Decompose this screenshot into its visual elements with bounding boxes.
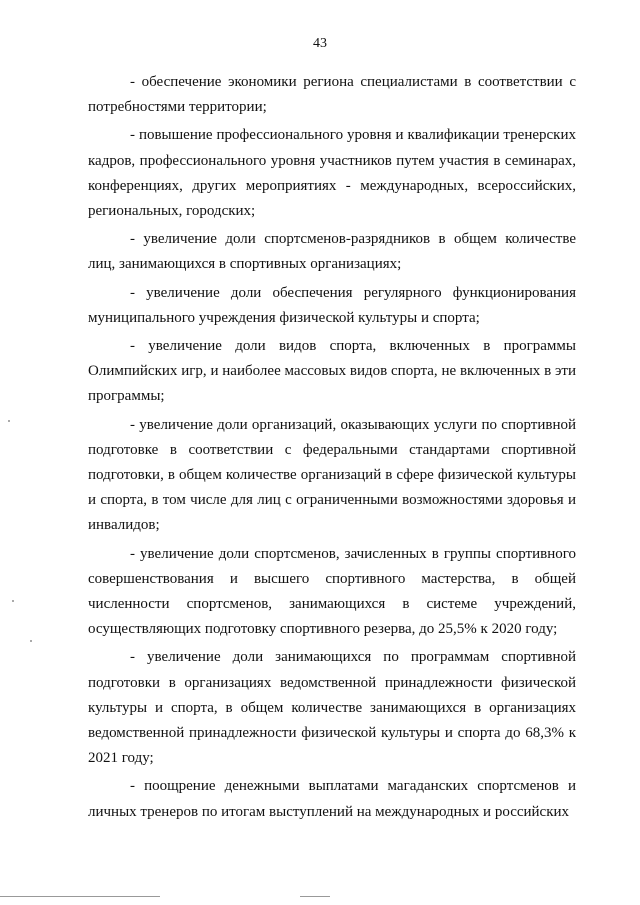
paragraph-9: - поощрение денежными выплатами магаданских спортсменов и личных тренеров по итогам выступлений на международных и российских — [88, 778, 576, 820]
paragraph-8: - увеличение доли занимающихся по программам спортивной подготовки в организациях ведомственной принадлежности физической культуры и спорта, в общем количестве занимающихся в организациях ведомственной принадлежности физической культуры и спорта до 68,3% к 2021 году; — [88, 649, 576, 767]
document-body — [88, 70, 576, 825]
paragraph-2: - повышение профессионального уровня и квалификации тренерских кадров, профессионального уровня участников путем участия в семинарах, конференциях, других мероприятиях - международных, всероссийских, региональных, городских; — [88, 127, 576, 220]
scan-artifact-line — [0, 896, 160, 897]
scan-artifact-line — [300, 896, 330, 897]
paragraph-4: - увеличение доли обеспечения регулярного функционирования муниципального учреждения физической культуры и спорта; — [88, 284, 576, 326]
paragraph-1: - обеспечение экономики региона специалистами в соответствии с потребностями территории; — [88, 74, 576, 116]
paragraph-5: - увеличение доли видов спорта, включенных в программы Олимпийских игр, и наиболее массовых видов спорта, не включенных в эти программы; — [88, 338, 576, 405]
scan-artifact-dot — [12, 600, 14, 602]
paragraph-3: - увеличение доли спортсменов-разрядников в общем количестве лиц, занимающихся в спортивных организациях; — [88, 231, 576, 273]
paragraph-7: - увеличение доли спортсменов, зачисленных в группы спортивного совершенствования и высшего спортивного мастерства, в общей численности спортсменов, занимающихся в системе учреждений, осуществляющих подготовку спортивного резерва, до 25,5% к 2020 году; — [88, 545, 576, 638]
scan-artifact-dot — [8, 420, 10, 422]
scan-artifact-dot — [30, 640, 32, 642]
page-number: 43 — [313, 36, 327, 51]
paragraph-6: - увеличение доли организаций, оказывающих услуги по спортивной подготовке в соответствии с федеральными стандартами спортивной подготовки, в общем количестве организаций в сфере физической культуры и спорта, в том числе для лиц с ограниченными возможностями здоровья и инвалидов; — [88, 416, 576, 534]
